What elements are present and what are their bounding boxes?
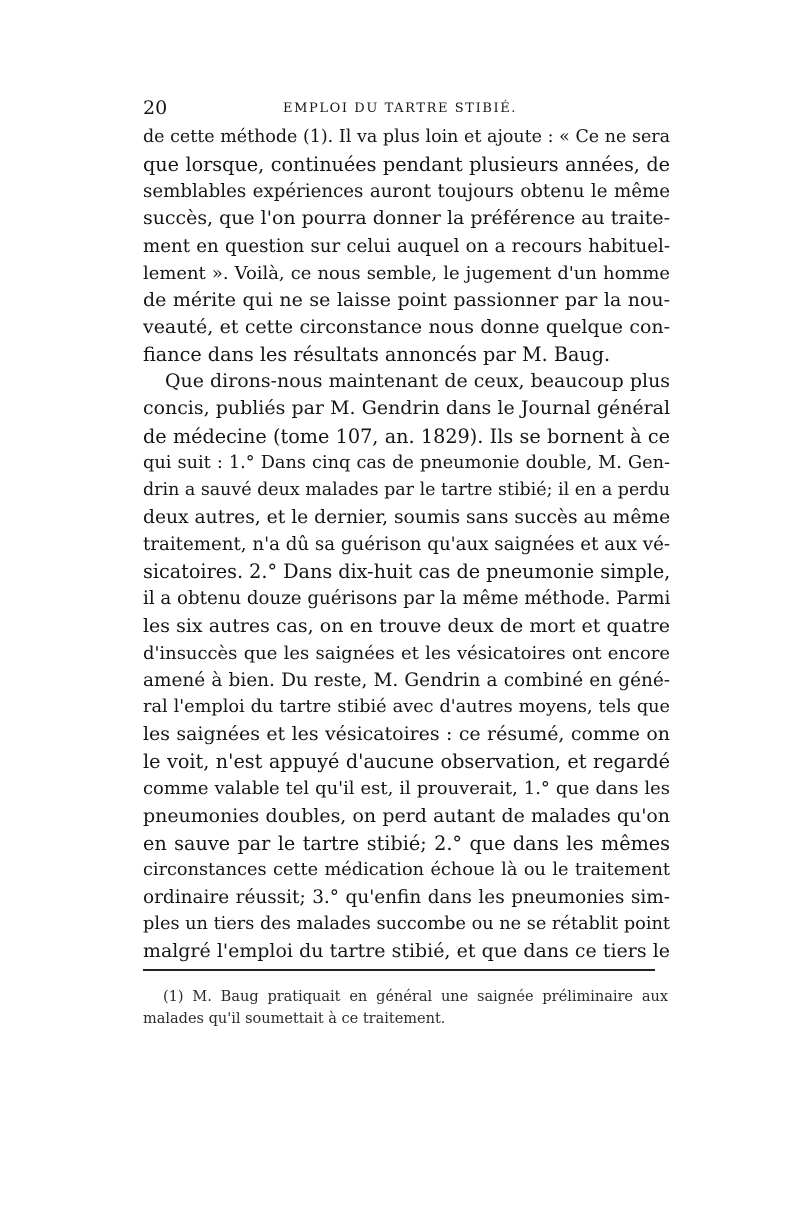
page-header (143, 96, 668, 120)
footnote-line: malades qu'il soumettait à ce traitement. (143, 1011, 446, 1027)
text-line: veauté, et cette circonstance nous donne quelque con- (143, 315, 670, 338)
text-line: ordinaire réussit; 3.° qu'enfin dans les pneumonies sim- (143, 886, 670, 908)
text-line: lement ». Voilà, ce nous semble, le jugement d'un homme (143, 262, 670, 284)
footnote (143, 986, 668, 1030)
text-line: semblables expériences auront toujours obtenu le même (143, 181, 670, 203)
text-line: d'insuccès que les saignées et les vésicatoires ont encore (143, 642, 670, 664)
text-line: circonstances cette médication échoue là ou le traitement (143, 859, 670, 880)
text-line: de mérite qui ne se laisse point passionner par la nou- (143, 288, 670, 311)
text-line: de médecine (tome 107, an. 1829). Ils se bornent à ce (143, 424, 670, 448)
text-line: ral l'emploi du tartre stibié avec d'autres moyens, tels que (143, 696, 670, 717)
text-line: comme valable tel qu'il est, il prouverait, 1.° que dans les (143, 778, 670, 800)
text-line: en sauve par le tartre stibié; 2.° que dans les mêmes (143, 831, 670, 855)
text-line: amené à bien. Du reste, M. Gendrin a combiné en géné- (143, 669, 670, 691)
body-text (143, 124, 670, 965)
text-line: les six autres cas, on en trouve deux de mort et quatre (143, 614, 670, 637)
text-line: Que dirons-nous maintenant de ceux, beaucoup plus (165, 370, 670, 393)
text-line: ment en question sur celui auquel on a recours habituel- (143, 235, 670, 257)
text-line: sicatoires. 2.° Dans dix-huit cas de pneumonie simple, (143, 560, 671, 584)
text-line: qui suit : 1.° Dans cinq cas de pneumonie double, M. Gen- (143, 452, 670, 473)
text-line: traitement, n'a dû sa guérison qu'aux saignées et aux vé- (143, 534, 670, 556)
text-line: de cette méthode (1). Il va plus loin et ajoute : « Ce ne sera (143, 127, 670, 147)
text-line: il a obtenu douze guérisons par la même méthode. Parmi (143, 588, 671, 610)
text-line: malgré l'emploi du tartre stibié, et que dans ce tiers le (143, 940, 670, 963)
text-line: fiance dans les résultats annoncés par M. Baug. (143, 343, 611, 367)
text-line: les saignées et les vésicatoires : ce résumé, comme on (143, 723, 670, 746)
text-line: concis, publiés par M. Gendrin dans le Journal général (143, 397, 670, 420)
text-line: drin a sauvé deux malades par le tartre stibié; il en a perdu (143, 479, 670, 500)
footnote-line: (1) M. Baug pratiquait en général une saignée préliminaire aux (163, 989, 668, 1005)
text-line: le voit, n'est appuyé d'aucune observation, et regardé (143, 750, 670, 774)
text-line: ples un tiers des malades succombe ou ne se rétablit point (143, 914, 670, 935)
page-number: 20 (143, 97, 168, 119)
text-line: succès, que l'on pourra donner la préférence au traite- (143, 207, 670, 230)
text-line: pneumonies doubles, on perd autant de malades qu'on (143, 804, 670, 827)
text-line: deux autres, et le dernier, soumis sans succès au même (143, 506, 671, 528)
footnote-divider (143, 969, 655, 971)
running-head: EMPLOI DU TARTRE STIBIÉ. (283, 101, 518, 116)
text-line: que lorsque, continuées pendant plusieurs années, de (143, 153, 670, 177)
